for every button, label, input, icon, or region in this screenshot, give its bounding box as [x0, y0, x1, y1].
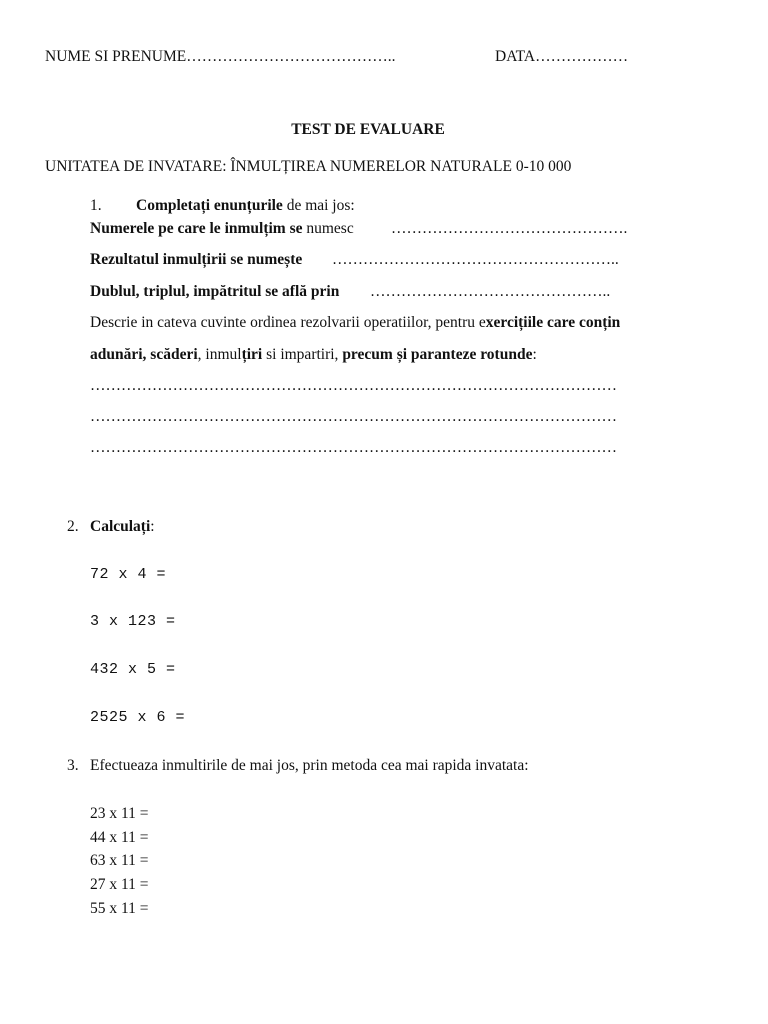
date-label: DATA	[495, 48, 536, 65]
date-field	[495, 49, 628, 65]
unit-topic: ÎNMULȚIREA NUMERELOR NATURALE 0	[230, 158, 524, 175]
exercise-2-heading	[90, 519, 155, 535]
line-2-dots: ………………………………………………..	[332, 251, 619, 268]
exercise-1-heading-bold: Completați enunțurile	[136, 197, 283, 214]
describe-1-b: xercițiile care conțin	[485, 314, 621, 331]
describe-2-f: :	[532, 346, 537, 363]
mult-item: 23 x 11 =	[90, 805, 149, 822]
line-1-dots: ……………………………………….	[391, 220, 628, 237]
calc-item: 432 x 5 =	[90, 661, 176, 678]
mult-item: 27 x 11 =	[90, 876, 149, 893]
name-label: NUME SI PRENUME	[45, 48, 187, 65]
describe-2-b: , inmul	[197, 346, 242, 363]
exercise-1-line-2	[90, 252, 302, 268]
date-dots: ………………	[535, 48, 629, 65]
unit-line	[45, 159, 571, 175]
answer-line-1: …………………………………………………………………………………………	[90, 377, 617, 394]
mult-item: 63 x 11 =	[90, 852, 149, 869]
exercise-1-line-3	[90, 284, 339, 300]
exercise-1-number: 1.	[90, 197, 102, 214]
line-1-text: numesc	[306, 220, 354, 237]
mult-item: 44 x 11 =	[90, 829, 149, 846]
mult-item: 55 x 11 =	[90, 900, 149, 917]
exercise-2-heading-bold: Calculați	[90, 518, 151, 535]
exercise-2-number: 2.	[67, 518, 79, 535]
describe-1-a: Descrie in cateva cuvinte ordinea rezolvarii operatiilor, pentru e	[90, 314, 486, 331]
line-3-bold: Dublul, triplul, impătritul se află prin	[90, 283, 340, 300]
name-dots: …………………………………..	[186, 48, 396, 65]
describe-2-e: precum și paranteze rotunde	[342, 346, 533, 363]
line-3-dots: ………………………………………..	[370, 283, 611, 300]
describe-line-1	[90, 315, 620, 331]
calc-item: 2525 x 6 =	[90, 709, 186, 726]
exercise-2-heading-rest: :	[150, 518, 155, 535]
calc-item: 3 x 123 =	[90, 613, 176, 630]
page-title: TEST DE EVALUARE	[291, 121, 445, 138]
unit-prefix: UNITATEA DE INVATARE:	[45, 158, 231, 175]
calc-item: 72 x 4 =	[90, 566, 167, 583]
describe-2-c: țiri	[241, 346, 263, 363]
exercise-1-heading-rest: de mai jos:	[282, 197, 355, 214]
answer-line-3: …………………………………………………………………………………………	[90, 439, 617, 456]
answer-line-2: …………………………………………………………………………………………	[90, 408, 617, 425]
exercise-1-line-1	[90, 221, 354, 237]
name-field	[45, 49, 395, 65]
describe-line-2	[90, 347, 537, 363]
describe-2-a: adunări, scăderi	[90, 346, 198, 363]
unit-range: -10 000	[523, 158, 572, 175]
exercise-3-number: 3.	[67, 757, 79, 774]
exercise-3-heading: Efectueaza inmultirile de mai jos, prin metoda cea mai rapida invatata:	[90, 757, 529, 774]
exercise-1-heading	[136, 198, 355, 214]
line-2-bold: Rezultatul inmulțirii se numește	[90, 251, 303, 268]
line-1-bold: Numerele pe care le inmulțim se	[90, 220, 307, 237]
describe-2-d: si impartiri,	[262, 346, 343, 363]
